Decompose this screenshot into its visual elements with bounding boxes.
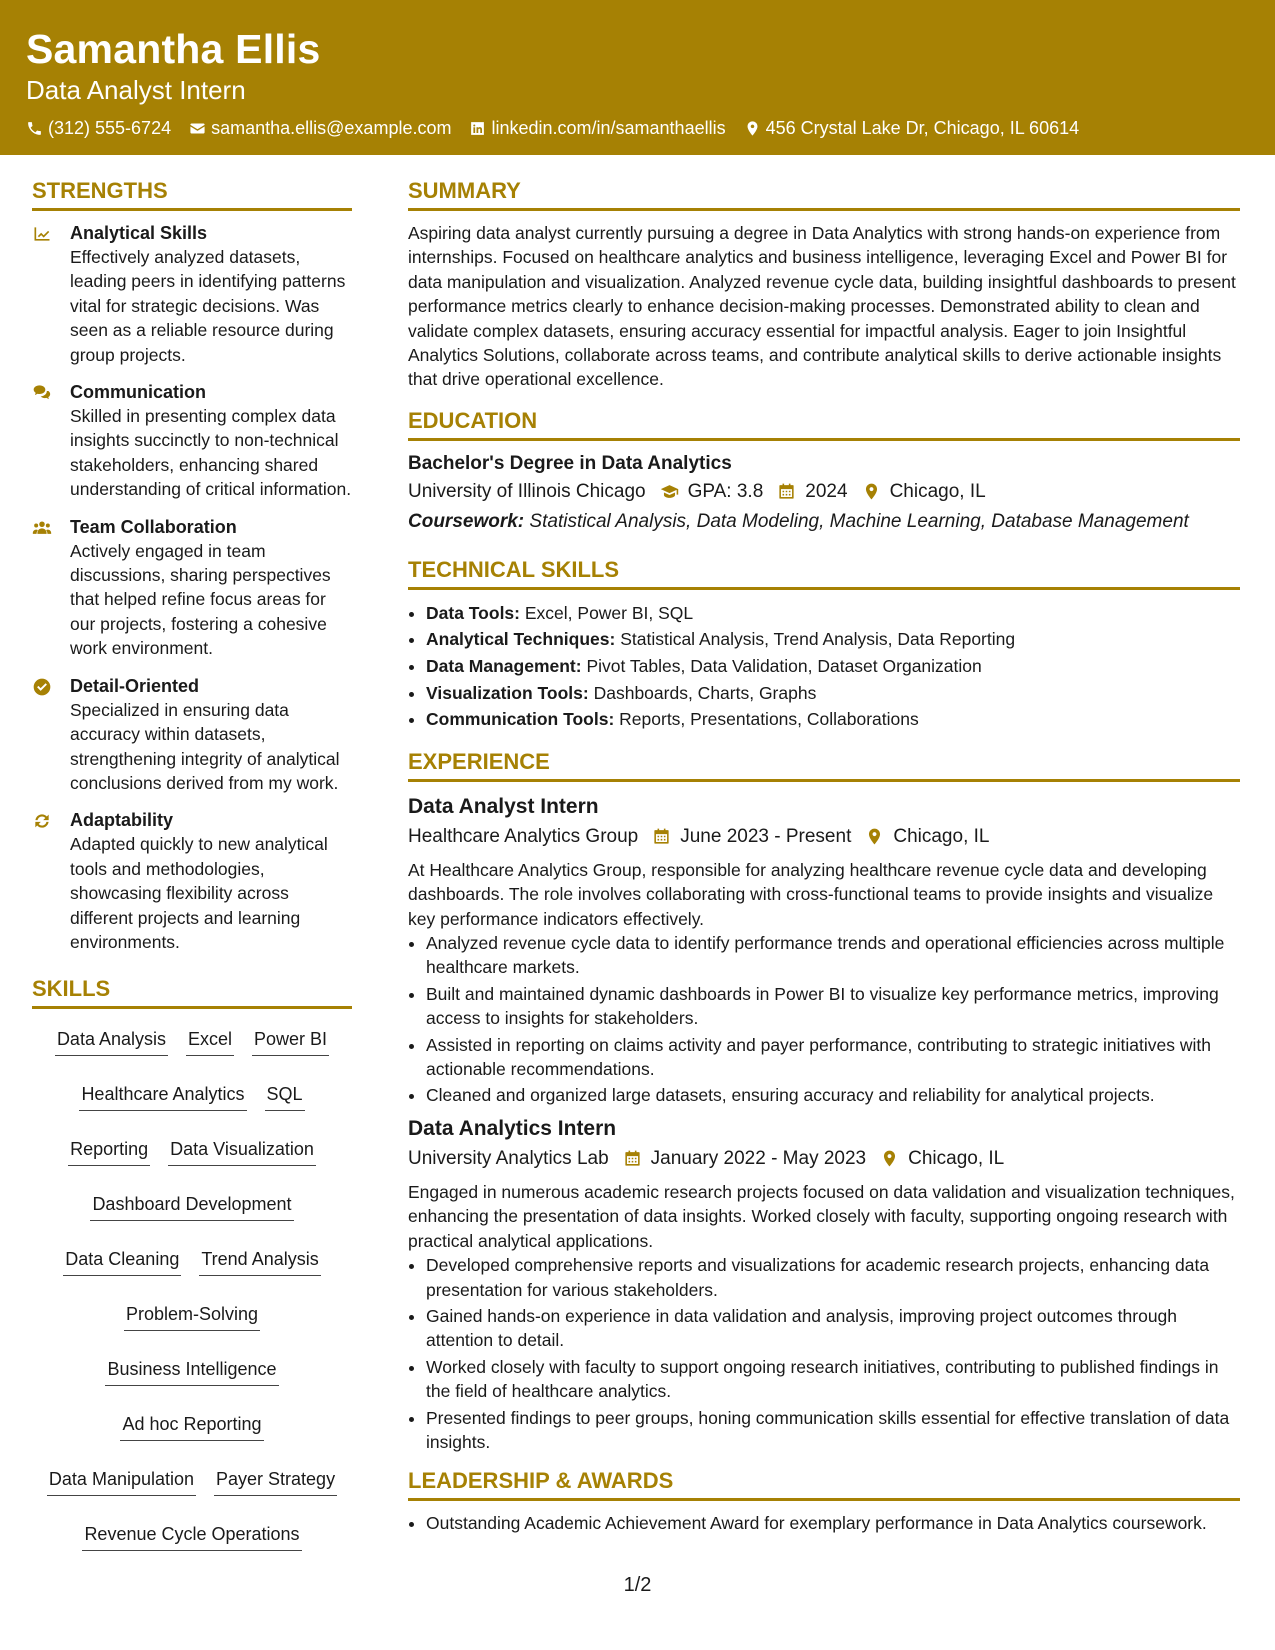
list-item: • Outstanding Academic Achievement Award for exemplary performance in Data Analytics coursework. bbox=[426, 1511, 1240, 1535]
contact-address bbox=[744, 116, 1080, 140]
job-location: Chicago, IL bbox=[893, 825, 990, 847]
skills-heading: SKILLS bbox=[32, 974, 352, 1009]
strength-description: Effectively analyzed datasets, leading peers in identifying patterns vital for strategic decisions. Was seen as a reliable resource during group projects. bbox=[70, 247, 346, 365]
map-marker-icon bbox=[865, 827, 884, 846]
coursework-label: Coursework: bbox=[408, 510, 525, 532]
skill-tag: SQL bbox=[265, 1082, 305, 1111]
phone-icon bbox=[26, 120, 43, 137]
strengths-heading: STRENGTHS bbox=[32, 176, 352, 211]
graduation-cap-icon bbox=[660, 482, 679, 501]
tech-skill-label: Analytical Techniques: bbox=[426, 629, 616, 650]
tech-skill-value: Statistical Analysis, Trend Analysis, Data Reporting bbox=[620, 629, 1016, 650]
strength-description: Skilled in presenting complex data insights succinctly to non-technical stakeholders, enhancing shared understanding of critical information. bbox=[70, 406, 352, 500]
list-item bbox=[426, 600, 1240, 627]
skill-tag: Excel bbox=[186, 1027, 234, 1056]
job-role bbox=[408, 1114, 1240, 1144]
job-bullets bbox=[408, 1253, 1240, 1454]
list-item bbox=[426, 706, 1240, 733]
strength-description: Specialized in ensuring data accuracy within datasets, strengthening integrity of analytical conclusions derived from my work. bbox=[70, 699, 340, 793]
line-chart-icon bbox=[32, 224, 52, 244]
linkedin-link[interactable]: linkedin.com/in/samanthaellis bbox=[491, 118, 726, 138]
list-item: • Gained hands-on experience in data validation and analysis, improving project outcomes through attention to detail. bbox=[426, 1304, 1240, 1353]
skill-tag: Data Analysis bbox=[55, 1027, 168, 1056]
left-column bbox=[32, 176, 352, 1551]
job-meta bbox=[408, 822, 1240, 852]
graduation-year: 2024 bbox=[805, 480, 848, 502]
map-marker-icon bbox=[880, 1149, 899, 1168]
skill-tag: Reporting bbox=[68, 1137, 150, 1166]
job-location: Chicago, IL bbox=[908, 1147, 1005, 1169]
envelope-icon bbox=[189, 120, 206, 137]
skill-tag: Business Intelligence bbox=[105, 1357, 278, 1386]
job-meta bbox=[408, 1144, 1240, 1174]
calendar-icon bbox=[777, 482, 796, 501]
strength-title: Team Collaboration bbox=[70, 516, 237, 537]
users-icon bbox=[32, 518, 52, 538]
strength-title: Communication bbox=[70, 382, 207, 403]
tech-skill-label: Communication Tools: bbox=[426, 709, 615, 730]
candidate-name: Samantha Ellis bbox=[26, 26, 321, 72]
calendar-icon bbox=[623, 1149, 642, 1168]
technical-skills-heading: TECHNICAL SKILLS bbox=[408, 555, 1240, 590]
list-item: • Presented findings to peer groups, honing communication skills essential for effective translation of data insights. bbox=[426, 1406, 1240, 1455]
skill-tag: Revenue Cycle Operations bbox=[82, 1522, 301, 1551]
tech-skill-value: Dashboards, Charts, Graphs bbox=[593, 682, 817, 703]
school-name: University of Illinois Chicago bbox=[408, 480, 646, 502]
email-link[interactable]: samantha.ellis@example.com bbox=[211, 118, 452, 138]
contact-phone bbox=[26, 116, 171, 140]
strength-description: Actively engaged in team discussions, sharing perspectives that helped refine focus areas for our projects, fostering a cohesive work environment. bbox=[70, 540, 331, 659]
list-item: • Worked closely with faculty to support ongoing research initiatives, contributing to published findings in the field of healthcare analytics. bbox=[426, 1355, 1240, 1404]
skill-tag: Dashboard Development bbox=[90, 1192, 293, 1221]
summary-text: Aspiring data analyst currently pursuing a degree in Data Analytics with strong hands-on experience from internships. Focused on healthcare analytics and business intelligence, leveraging Excel and Power BI for data manipulation and visualization. Analyzed revenue cycle data, building insightful dashboards to present performance metrics clearly to enhance decision-making processes. Demonstrated ability to clean and validate complex datasets, ensuring accuracy essential for impactful analysis. Eager to join Insightful Analytics Solutions, collaborate across teams, and contribute analytical skills to derive actionable insights that drive operational excellence. bbox=[408, 223, 1236, 390]
skill-tag: Data Cleaning bbox=[63, 1247, 181, 1276]
leadership-heading: LEADERSHIP & AWARDS bbox=[408, 1466, 1240, 1501]
linkedin-icon bbox=[469, 120, 486, 137]
skill-tag: Data Visualization bbox=[168, 1137, 316, 1166]
strength-item bbox=[32, 674, 352, 796]
contact-bar bbox=[26, 116, 1097, 140]
education-location: Chicago, IL bbox=[889, 480, 986, 502]
tech-skill-value: Pivot Tables, Data Validation, Dataset Organization bbox=[586, 656, 982, 677]
experience-heading: EXPERIENCE bbox=[408, 747, 1240, 782]
education-meta bbox=[408, 477, 1240, 507]
list-item bbox=[426, 626, 1240, 653]
skills-list bbox=[32, 1027, 352, 1551]
degree-name: Bachelor's Degree in Data Analytics bbox=[408, 452, 732, 474]
resume-header bbox=[0, 0, 1275, 155]
technical-skills-list bbox=[408, 600, 1240, 733]
list-item bbox=[426, 680, 1240, 707]
right-column bbox=[408, 176, 1240, 1536]
page-number: 1/2 bbox=[623, 1574, 652, 1596]
candidate-title: Data Analyst Intern bbox=[26, 75, 246, 105]
list-item: • Analyzed revenue cycle data to identify performance trends and operational efficiencies across multiple healthcare markets. bbox=[426, 931, 1240, 980]
education-heading: EDUCATION bbox=[408, 406, 1240, 441]
job-description: Engaged in numerous academic research projects focused on data validation and visualization techniques, enhancing the presentation of data insights. Worked closely with faculty, supporting ongoing research with practical analytical applications. bbox=[408, 1181, 1235, 1251]
job-role-text: Data Analyst Intern bbox=[408, 794, 599, 818]
tech-skill-label: Data Tools: bbox=[426, 602, 520, 623]
tech-skill-value: Reports, Presentations, Collaborations bbox=[619, 709, 919, 730]
skill-tag: Ad hoc Reporting bbox=[120, 1412, 263, 1441]
strength-title: Analytical Skills bbox=[70, 223, 208, 243]
strength-item bbox=[32, 808, 352, 954]
tech-skill-label: Data Management: bbox=[426, 656, 582, 677]
company-name: Healthcare Analytics Group bbox=[408, 825, 639, 847]
coursework-list: Statistical Analysis, Data Modeling, Machine Learning, Database Management bbox=[529, 510, 1189, 532]
strength-item bbox=[32, 221, 352, 367]
skill-tag: Problem-Solving bbox=[124, 1302, 260, 1331]
job-role-text: Data Analytics Intern bbox=[408, 1116, 617, 1140]
list-item bbox=[426, 653, 1240, 680]
skill-tag: Power BI bbox=[252, 1027, 329, 1056]
strength-title: Adaptability bbox=[70, 810, 174, 831]
sync-icon bbox=[32, 811, 52, 831]
strength-item bbox=[32, 380, 352, 502]
map-marker-icon bbox=[744, 120, 761, 137]
phone-text: (312) 555-6724 bbox=[48, 118, 172, 138]
skill-tag: Healthcare Analytics bbox=[79, 1082, 246, 1111]
leadership-list bbox=[408, 1511, 1240, 1535]
skill-tag: Data Manipulation bbox=[47, 1467, 196, 1496]
contact-email[interactable] bbox=[189, 116, 451, 140]
job-bullets bbox=[408, 931, 1240, 1108]
skill-tag: Payer Strategy bbox=[214, 1467, 337, 1496]
tech-skill-value: Excel, Power BI, SQL bbox=[524, 602, 694, 623]
job-entry bbox=[408, 792, 1240, 1108]
list-item: • Developed comprehensive reports and visualizations for academic research projects, enhancing data presentation for various stakeholders. bbox=[426, 1253, 1240, 1302]
address-text: 456 Crystal Lake Dr, Chicago, IL 60614 bbox=[765, 118, 1080, 138]
strength-title: Detail-Oriented bbox=[70, 675, 200, 696]
gpa-text: GPA: 3.8 bbox=[687, 480, 764, 502]
check-circle-icon bbox=[32, 677, 52, 697]
strength-description: Adapted quickly to new analytical tools and methodologies, showcasing flexibility across different projects and learning environments. bbox=[70, 834, 328, 952]
coursework-line bbox=[408, 507, 1240, 537]
job-entry bbox=[408, 1114, 1240, 1454]
list-item: • Cleaned and organized large datasets, ensuring accuracy and reliability for analytical projects. bbox=[426, 1083, 1240, 1107]
job-dates: January 2022 - May 2023 bbox=[650, 1147, 867, 1169]
strength-item bbox=[32, 515, 352, 661]
skill-tag: Trend Analysis bbox=[199, 1247, 320, 1276]
summary-heading: SUMMARY bbox=[408, 176, 1240, 211]
map-marker-icon bbox=[862, 482, 881, 501]
list-item: • Built and maintained dynamic dashboards in Power BI to visualize key performance metrics, improving access to insights for stakeholders. bbox=[426, 982, 1240, 1031]
job-dates: June 2023 - Present bbox=[680, 825, 852, 847]
contact-linkedin[interactable] bbox=[469, 116, 725, 140]
company-name: University Analytics Lab bbox=[408, 1147, 609, 1169]
list-item: • Assisted in reporting on claims activity and payer performance, contributing to strategic initiatives with actionable recommendations. bbox=[426, 1033, 1240, 1082]
tech-skill-label: Visualization Tools: bbox=[426, 682, 589, 703]
comments-icon bbox=[32, 383, 52, 403]
calendar-icon bbox=[652, 827, 671, 846]
job-role bbox=[408, 792, 1240, 822]
job-description: At Healthcare Analytics Group, responsible for analyzing healthcare revenue cycle data and developing dashboards. The role involves collaborating with cross-functional teams to provide insights and visualize key performance indicators effectively. bbox=[408, 859, 1214, 929]
